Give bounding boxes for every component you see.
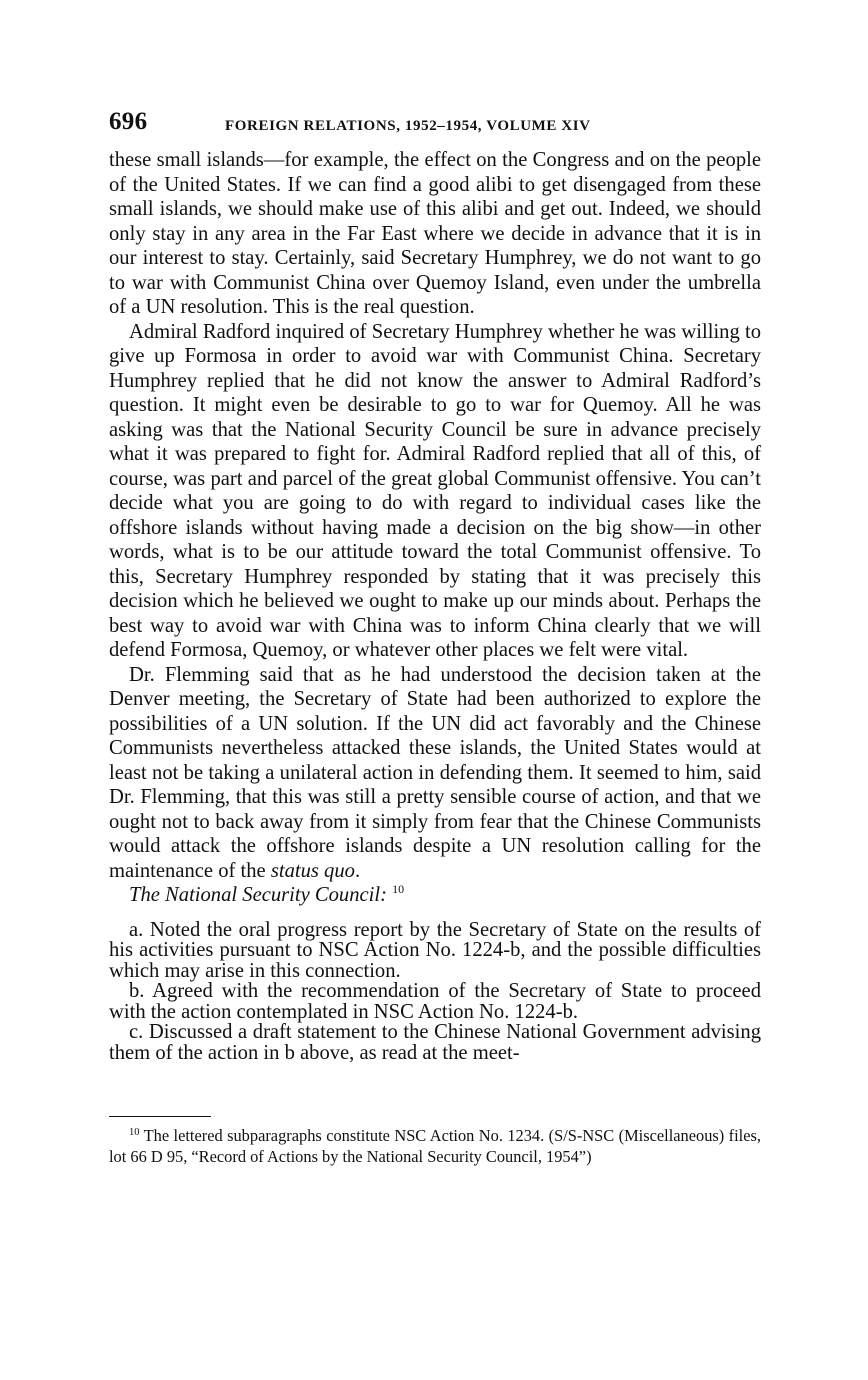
paragraph-flemming: [109, 663, 761, 884]
flemming-end: .: [354, 859, 361, 882]
document-page: [109, 108, 761, 1167]
body-text: [109, 148, 761, 908]
action-item-a: a. Noted the oral progress report by the Secretary of State on the results of his activities pursuant to NSC Action No. 1224-b, and the possible difficulties which may arise in this connection.: [109, 918, 761, 982]
footnote-reference: 10: [392, 882, 405, 896]
footnote: [109, 1125, 761, 1167]
paragraph-radford: Admiral Radford inquired of Secretary Humphrey whether he was willing to give up Formosa in order to avoid war with Communist China. Secretary Humphrey replied that he did not know the answer to Admiral Radford’s question. It might even be desirable to go to war for Quemoy. All he was asking was that the National Security Council be sure in advance precisely what it was prepared to fight for. Admiral Radford replied that all of this, of course, was part and parcel of the great global Communist offensive. You can’t decide what you are going to do with regard to individual cases like the offshore islands without having made a decision on the big show—in other words, what is to be our attitude toward the total Communist offensive. To this, Secretary Humphrey responded by stating that it was precisely this decision which he believed we ought to make up our minds about. Perhaps the best way to avoid war with China was to inform China clearly that we will defend Formosa, Quemoy, or whatever other places we felt were vital.: [109, 320, 761, 661]
footnote-divider: [109, 1116, 211, 1117]
page-header: [109, 108, 761, 148]
council-heading: [109, 883, 761, 908]
running-head: FOREIGN RELATIONS, 1952–1954, VOLUME XIV: [225, 118, 591, 134]
council-actions: [109, 920, 761, 1064]
page-number: 696: [109, 108, 148, 135]
status-quo-term: status quo: [270, 859, 355, 882]
council-heading-text: The National Security Council:: [129, 884, 387, 906]
action-item-c: c. Discussed a draft statement to the Chinese National Government advising them of the action in b above, as read at the meet-: [109, 1021, 761, 1064]
action-item-b: b. Agreed with the recommendation of the Secretary of State to proceed with the action contemplated in NSC Action No. 1224-b.: [109, 980, 761, 1023]
flemming-text: Dr. Flemming said that as he had understood the decision taken at the Denver meeting, the Secretary of State had been authorized to explore the possibilities of a UN solution. If the UN did act favorably and the Chinese Communists nevertheless attacked these islands, the United States would at least not be taking a unilateral action in defending them. It seemed to him, said Dr. Flemming, that this was still a pretty sensible course of action, and that we ought not to back away from it simply from fear that the Chinese Communists would attack the offshore islands despite a UN resolution calling for the maintenance of the: [109, 663, 761, 882]
footnote-marker: 10: [129, 1127, 140, 1138]
footnote-text: The lettered subparagraphs constitute NSC Action No. 1234. (S/S-NSC (Miscellaneous) files, lot 66 D 95, “Record of Actions by the National Security Council, 1954”): [109, 1126, 761, 1166]
paragraph-continuation: these small islands—for example, the effect on the Congress and on the people of the United States. If we can find a good alibi to get disengaged from these small islands, we should make use of this alibi and get out. Indeed, we should only stay in any area in the Far East where we decide in advance that it is in our interest to stay. Certainly, said Secretary Humphrey, we do not want to go to war with Communist China over Quemoy Island, even under the umbrella of a UN resolution. This is the real question.: [109, 149, 761, 318]
